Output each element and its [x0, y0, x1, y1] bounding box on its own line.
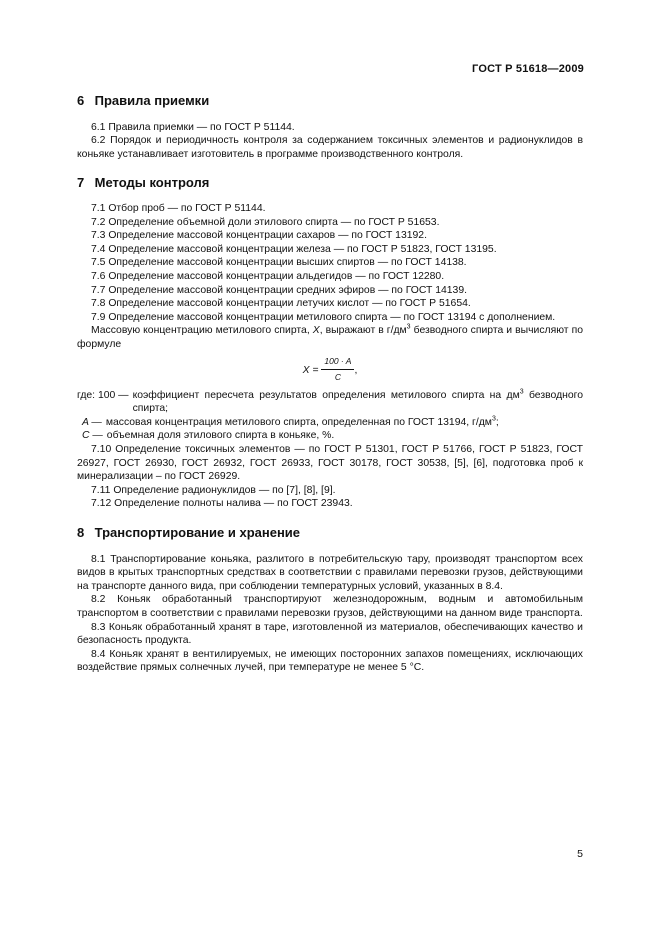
- item-7-7: 7.7 Определение массовой концентрации средних эфиров — по ГОСТ 14139.: [91, 284, 467, 296]
- item-7-9: 7.9 Определение массовой концентрации метилового спирта — по ГОСТ 13194 с дополнением.: [91, 311, 556, 323]
- item-7-6: 7.6 Определение массовой концентрации альдегидов — по ГОСТ 12280.: [91, 270, 445, 282]
- formula-end: ,: [354, 364, 358, 376]
- page-content: [77, 92, 583, 675]
- variable-x: X: [312, 325, 320, 337]
- paragraph-6-1: 6.1 Правила приемки — по ГОСТ Р 51144.: [91, 121, 295, 133]
- formula-denominator: C: [334, 372, 341, 383]
- item-7-12: 7.12 Определение полноты налива — по ГОСТ 23943.: [91, 498, 353, 510]
- formula-numerator: 100 · A: [321, 355, 354, 371]
- section-number: 7: [77, 175, 85, 191]
- formula-lhs: X =: [302, 364, 319, 376]
- formula-fraction: [321, 355, 354, 385]
- paragraph-8-2: 8.2 Коньяк обработанный транспортируют железнодорожным, водным и автомобильным транспортом в соответствии с правилами перевозки грузов, действующими на данном виде транспорта.: [77, 594, 583, 619]
- item-7-4: 7.4 Определение массовой концентрации железа — по ГОСТ Р 51823, ГОСТ 13195.: [91, 243, 497, 255]
- item-7-2: 7.2 Определение объемной доли этилового спирта — по ГОСТ Р 51653.: [91, 216, 440, 228]
- methanol-intro: Массовую концентрацию метилового спирта, X, выражают в $г/дм^3$ безводного спирта и вычисляют по формуле: [77, 323, 583, 350]
- where-label: A —: [82, 416, 102, 428]
- where-line-c: [77, 429, 583, 443]
- section-title: Правила приемки: [94, 93, 210, 108]
- where-line-a: [77, 416, 583, 430]
- where-label: где: 100 —: [77, 389, 129, 401]
- item-7-11: 7.11 Определение радионуклидов — по [7], [8], [9].: [91, 484, 336, 496]
- section-title: Методы контроля: [94, 175, 210, 191]
- item-7-3: 7.3 Определение массовой концентрации сахаров — по ГОСТ 13192.: [91, 230, 427, 242]
- where-text: коэффициент пересчета результатов определения метилового спирта на $дм^3$ безводного спирта;: [132, 388, 583, 415]
- item-7-5: 7.5 Определение массовой концентрации высших спиртов — по ГОСТ 14138.: [91, 257, 467, 269]
- section-number: 8: [77, 525, 85, 541]
- section-6-heading: [77, 94, 583, 108]
- methanol-formula: [77, 355, 583, 385]
- section-number: 6: [77, 93, 85, 108]
- section-7-heading: [77, 176, 583, 190]
- where-text: массовая концентрация метилового спирта, определенная по ГОСТ 13194, $г/дм^3$;: [105, 415, 499, 428]
- section-title: Транспортирование и хранение: [94, 525, 301, 541]
- item-7-1: 7.1 Отбор проб — по ГОСТ Р 51144.: [91, 202, 266, 214]
- paragraph-8-4: 8.4 Коньяк хранят в вентилируемых, не имеющих посторонних запахов помещениях, исключающих воздействие прямых солнечных лучей, при температуре не менее 5 °С.: [77, 648, 583, 674]
- paragraph-8-3: 8.3 Коньяк обработанный хранят в таре, изготовленной из материалов, обеспечивающих качество и безопасность продукта.: [77, 621, 583, 647]
- item-7-10: 7.10 Определение токсичных элементов — по ГОСТ Р 51301, ГОСТ Р 51766, ГОСТ Р 51823, ГОСТ 26927, ГОСТ 26930, ГОСТ 26932, ГОСТ 26933, ГОСТ 30178, ГОСТ 30538, [5], [6], подготовка проб к минерализации – по ГОСТ 26929.: [77, 444, 583, 483]
- page-number: 5: [577, 848, 583, 860]
- item-7-8: 7.8 Определение массовой концентрации летучих кислот — по ГОСТ Р 51654.: [91, 298, 471, 310]
- document-code-header: ГОСТ Р 51618—2009: [472, 63, 584, 75]
- paragraph-8-1: 8.1 Транспортирование коньяка, разлитого в потребительскую тару, производят транспортом всех видов в крытых транспортных средствах в соответствии с правилами перевозки грузов, действующими на транспорте данного вида, при соблюдении температурных условий, указанных в 8.4.: [77, 553, 583, 592]
- section-8-heading: [77, 526, 583, 540]
- where-text: объемная доля этилового спирта в коньяке, %.: [106, 430, 335, 442]
- where-label: C —: [82, 430, 103, 442]
- where-line-100: [77, 389, 583, 416]
- paragraph-6-2: 6.2 Порядок и периодичность контроля за содержанием токсичных элементов и радионуклидов в коньяке устанавливает изготовитель в программе производственного контроля.: [77, 135, 583, 160]
